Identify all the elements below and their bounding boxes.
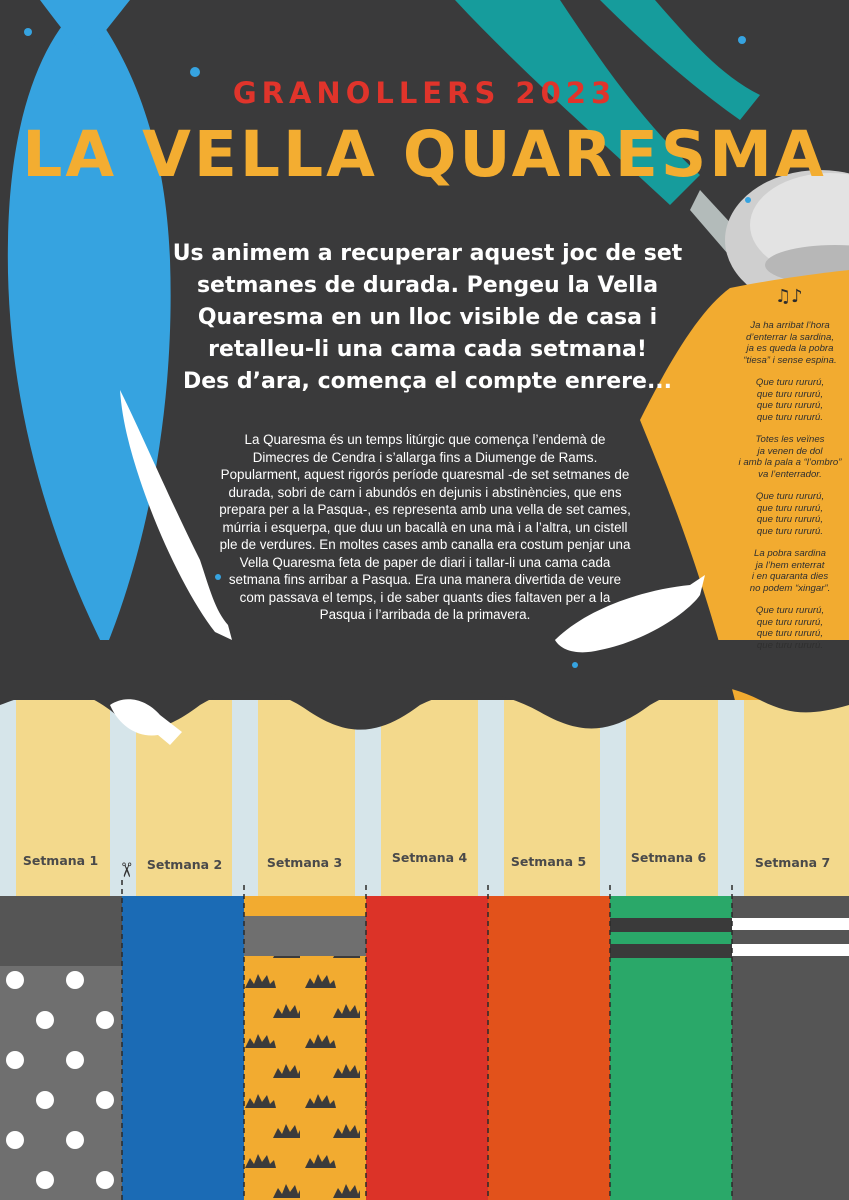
intro-line: Quaresma en un lloc visible de casa i: [197, 305, 658, 330]
week-label-5: Setmana 5: [510, 854, 587, 869]
intro-line: Des d’ara, comença el compte enrere...: [182, 369, 673, 394]
leg-3: [244, 896, 366, 1200]
music-notes-icon: ♫♪: [775, 286, 803, 307]
song-line: que turu rururú,: [756, 502, 824, 514]
leg-6: [610, 896, 732, 1200]
leg-2: [122, 896, 244, 1200]
song-line: i amb la pala a “l’ombro”: [738, 457, 842, 468]
song-line: ja l’hem enterrat: [755, 559, 825, 571]
leg-1: [0, 896, 122, 1200]
song-line: La pobra sardina: [753, 548, 826, 559]
leg-7: [732, 896, 849, 1200]
intro-line: Us animem a recuperar aquest joc de set: [172, 241, 683, 266]
song-line: que turu rururú.: [756, 639, 824, 651]
week-label-6: Setmana 6: [630, 850, 707, 865]
song-lyrics: [720, 320, 849, 651]
week-label-4: Setmana 4: [391, 850, 468, 865]
body-line: Popularment, aquest rigorós període quaresmal -de set setmanes de: [220, 467, 630, 482]
song-line: Ja ha arribat l’hora: [750, 320, 830, 331]
song-line: que turu rururú,: [756, 388, 824, 400]
body-line: setmana fins arribar a Pasqua. Era una manera divertida de veure: [228, 572, 622, 587]
body-line: Dimecres de Cendra i s’allarga fins a Diumenge de Rams.: [252, 449, 598, 465]
song-line: que turu rururú,: [756, 400, 824, 411]
intro-text: [140, 238, 715, 398]
intro-line: setmanes de durada. Pengeu la Vella: [196, 273, 659, 298]
body-line: Pasqua i l’arribada de la primavera.: [319, 607, 531, 622]
body-line: prepara per a la Pasqua-, es representa amb una vella de set cames,: [219, 502, 631, 517]
song-line: que turu rururú.: [756, 411, 824, 423]
body-line: La Quaresma és un temps litúrgic que comença l’endemà de: [244, 432, 606, 447]
week-label-3: Setmana 3: [266, 855, 343, 870]
song-line: que turu rururú,: [756, 514, 824, 525]
song-line: que turu rururú,: [756, 628, 824, 639]
week-label-1: Setmana 1: [22, 853, 99, 868]
song-line: “tiesa” i sense espina.: [743, 354, 837, 366]
song-line: i en quaranta dies: [751, 571, 829, 582]
song-line: Que turu rururú,: [755, 491, 825, 502]
page-title: LA VELLA QUARESMA: [22, 118, 827, 191]
song-line: no podem “xingar”.: [749, 582, 831, 594]
song-line: Que turu rururú,: [755, 605, 825, 616]
leg-4: [366, 896, 488, 1200]
week-label-2: Setmana 2: [146, 857, 223, 872]
song-line: ja venen de dol: [757, 445, 823, 457]
song-line: d’enterrar la sardina,: [746, 331, 834, 343]
subtitle: GRANOLLERS 2023: [232, 76, 617, 110]
song-line: va l’enterrador.: [758, 468, 822, 480]
intro-line: retalleu-li una cama cada setmana!: [208, 337, 647, 362]
body-line: múrria i esquerpa, que duu un bacallà en una mà i a l’altra, un cistell: [222, 519, 628, 535]
song-line: que turu rururú.: [756, 525, 824, 537]
leg-5: [488, 896, 610, 1200]
body-line: com passava el temps, i de saber quants dies faltaven per a la: [239, 589, 611, 605]
body-line: durada, sobri de carn i abundós en dejunis i abstinències, que ens: [228, 484, 622, 500]
scissors-icon[interactable]: ✂: [114, 861, 139, 879]
song-line: Que turu rururú,: [755, 377, 825, 388]
week-label-7: Setmana 7: [754, 855, 831, 870]
body-paragraph: [185, 431, 665, 624]
song-line: Totes les veïnes: [755, 434, 825, 445]
song-line: que turu rururú,: [756, 616, 824, 628]
body-line: Vella Quaresma feta de paper de diari i tallar-li una cama cada: [239, 554, 611, 570]
song-line: ja es queda la pobra: [746, 343, 834, 354]
body-line: ple de verdures. En moltes cases amb canalla era costum penjar una: [219, 537, 631, 552]
